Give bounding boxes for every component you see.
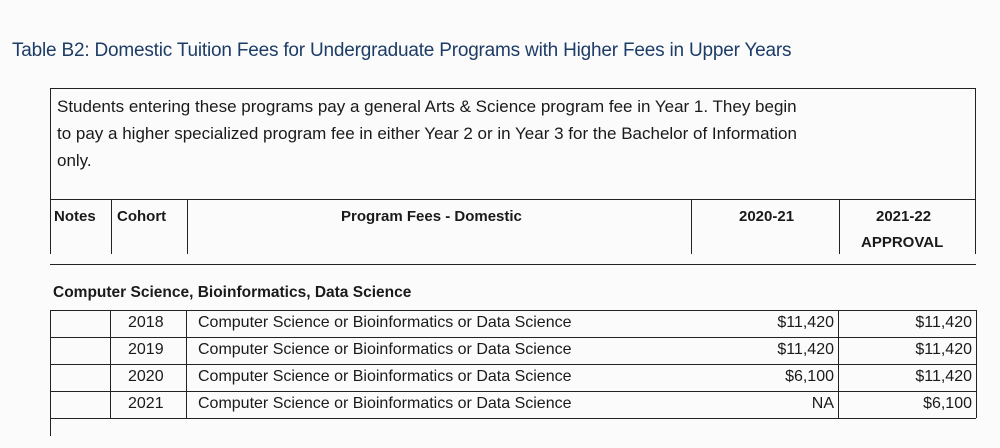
table-row [50, 310, 976, 337]
fee-2020-cell: $6,100 [785, 368, 834, 385]
header-approval: APPROVAL [861, 234, 944, 251]
intro-line: to pay a higher specialized program fee in either Year 2 or in Year 3 for the Bachelor of Information [57, 124, 797, 143]
program-cell: Computer Science or Bioinformatics or Data Science [198, 341, 572, 358]
table-continuation [50, 418, 976, 436]
program-cell: Computer Science or Bioinformatics or Data Science [198, 368, 572, 385]
header-2020-21: 2020-21 [739, 208, 795, 225]
section-title: Computer Science, Bioinformatics, Data Science [53, 284, 412, 301]
table-title: Table B2: Domestic Tuition Fees for Undergraduate Programs with Higher Fees in Upper Years [12, 40, 792, 61]
cohort-cell: 2018 [128, 314, 164, 331]
intro-line: Students entering these programs pay a general Arts & Science program fee in Year 1. They begin [57, 97, 797, 116]
cohort-cell: 2021 [128, 395, 164, 412]
header-notes: Notes [54, 208, 96, 225]
fee-table [50, 88, 982, 448]
fee-2021-cell: $11,420 [915, 341, 972, 358]
header-2021-22: 2021-22 [876, 208, 932, 225]
header-program: Program Fees - Domestic [341, 208, 522, 225]
intro-line: only. [57, 151, 92, 170]
cohort-cell: 2020 [128, 368, 164, 385]
fee-2020-cell: NA [811, 395, 834, 412]
fee-2021-cell: $6,100 [923, 395, 972, 412]
data-grid [50, 310, 976, 418]
divider [50, 264, 976, 265]
cohort-cell: 2019 [128, 341, 164, 358]
header-row [50, 199, 976, 254]
program-cell: Computer Science or Bioinformatics or Data Science [198, 395, 572, 412]
fee-2020-cell: $11,420 [777, 314, 834, 331]
program-cell: Computer Science or Bioinformatics or Data Science [198, 314, 572, 331]
fee-2021-cell: $11,420 [915, 314, 972, 331]
table-row [50, 337, 976, 364]
fee-2020-cell: $11,420 [777, 341, 834, 358]
header-cohort: Cohort [117, 208, 167, 225]
table-row [50, 364, 976, 391]
fee-2021-cell: $11,420 [915, 368, 972, 385]
table-row [50, 391, 976, 418]
intro-note [50, 88, 976, 200]
